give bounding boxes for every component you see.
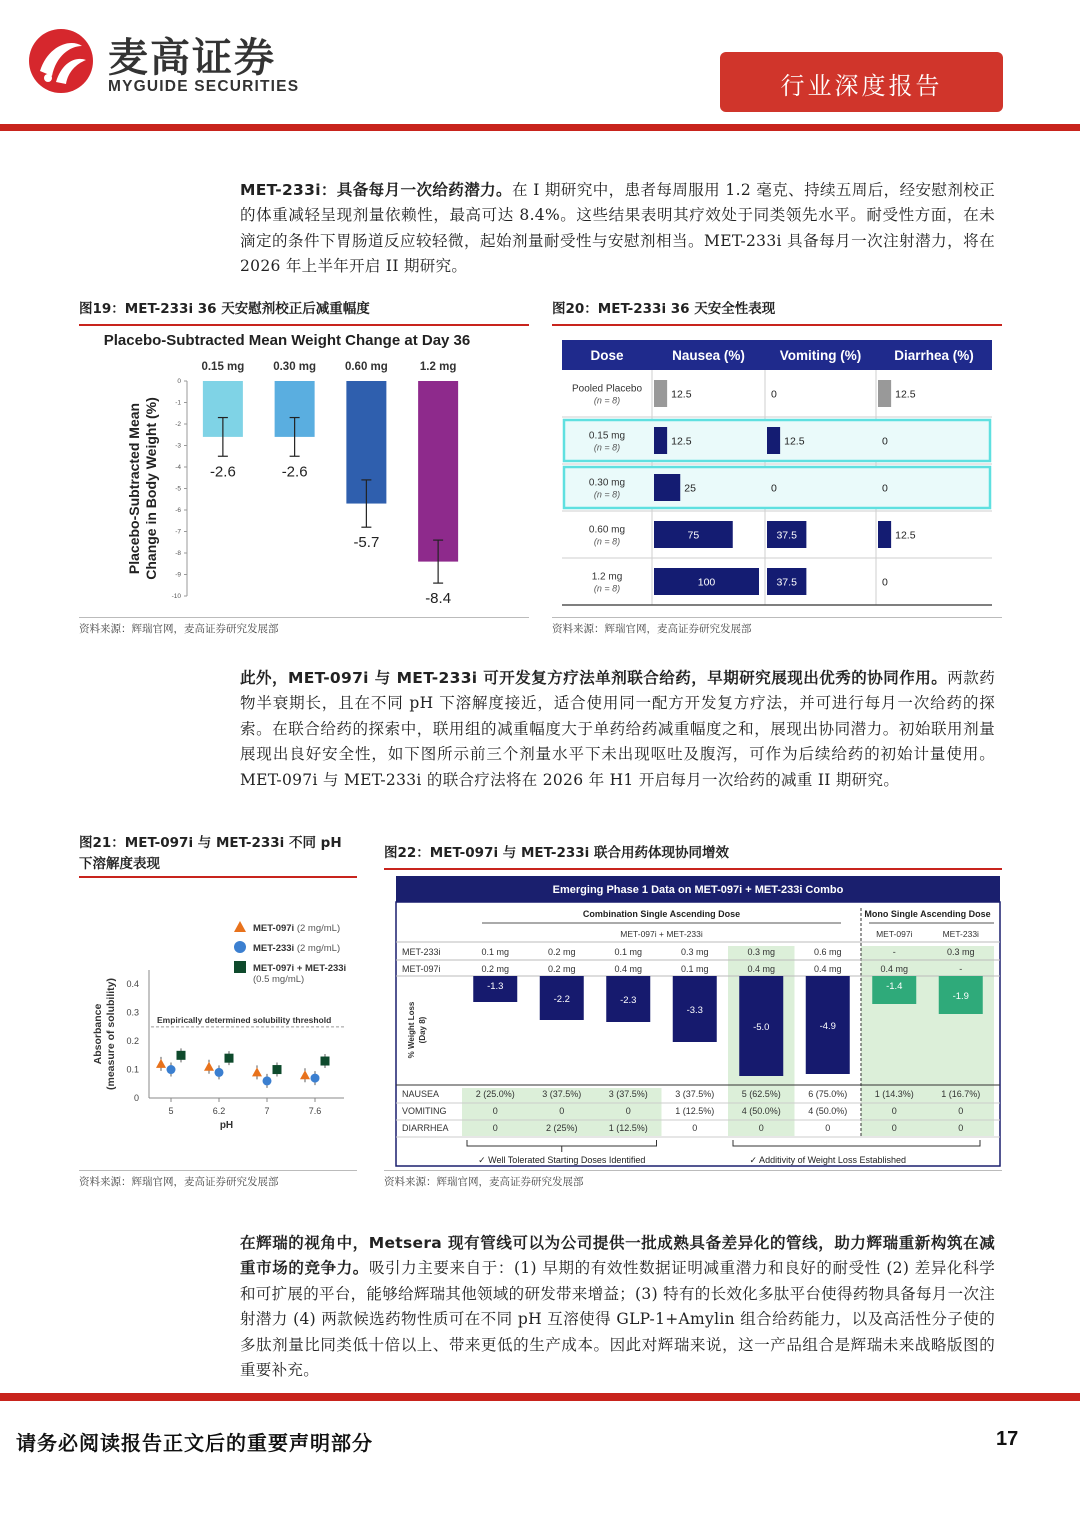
- ae-value: 37.5: [776, 529, 797, 542]
- data-label: -4.9: [819, 1021, 836, 1032]
- data-point-triangle: [156, 1059, 166, 1068]
- ae-value: 37.5: [776, 576, 797, 589]
- ae-row-label: VOMITING: [402, 1106, 447, 1116]
- dose-n: (n = 8): [593, 442, 621, 453]
- y-axis-label-line: Change in Body Weight (%): [143, 397, 159, 580]
- figure-20-table: [552, 326, 1002, 616]
- x-tick-label: 5: [168, 1106, 174, 1116]
- ae-cell: 0: [492, 1106, 498, 1116]
- data-point-triangle: [204, 1062, 214, 1071]
- dose-cell: 0.3 mg: [747, 947, 776, 957]
- dose-cell: 0.3 mg: [946, 947, 975, 957]
- data-label: -1.4: [886, 981, 903, 992]
- legend-series-name: MET-233i: [253, 943, 297, 954]
- category-label: 0.15 mg: [201, 361, 245, 373]
- ae-cell: 0: [625, 1106, 631, 1116]
- ae-bar: [767, 427, 780, 454]
- figure-21-caption: 图21：MET-097i 与 MET-233i 不同 pH 下溶解度表现: [79, 835, 342, 872]
- dose-row-label: MET-097i: [402, 964, 441, 974]
- legend-note: (0.5 mg/mL): [253, 974, 305, 985]
- dose-n: (n = 8): [593, 395, 621, 406]
- ae-value: 0: [771, 388, 777, 401]
- y-tick-label: -6: [175, 507, 181, 514]
- figure-19-bottom-rule: [79, 617, 529, 618]
- y-tick-label: 0: [177, 378, 181, 385]
- logo-name-en: MYGUIDE SECURITIES: [108, 78, 300, 95]
- category-label: 0.30 mg: [273, 361, 317, 373]
- legend-series-name: MET-097i + MET-233i: [253, 963, 347, 974]
- ae-cell: 4 (50.0%): [741, 1106, 781, 1116]
- footer-disclaimer: 请务必阅读报告正文后的重要声明部分: [16, 1431, 373, 1455]
- footer-rule: [0, 1393, 1080, 1401]
- ae-bar: [654, 427, 667, 454]
- ae-value: 0: [882, 576, 888, 589]
- ae-value: 0: [771, 482, 777, 495]
- dose-cell: 0.1 mg: [680, 964, 709, 974]
- ae-bar: [878, 521, 891, 548]
- legend-marker-square: [234, 961, 246, 973]
- figure-21-source: 资料来源：辉瑞官网，麦高证券研究发展部: [79, 1176, 279, 1188]
- dose-n: (n = 8): [593, 489, 621, 500]
- bracket: [733, 1140, 980, 1146]
- highlight-row: [564, 467, 990, 508]
- paragraph-met233i: [240, 178, 995, 280]
- ae-bar: [878, 380, 891, 407]
- dose-cell: 0.1 mg: [481, 947, 510, 957]
- header-cell: Vomiting (%): [779, 348, 862, 363]
- dose-n: (n = 8): [593, 583, 621, 594]
- chart-title: Placebo-Subtracted Mean Weight Change at Day 36: [103, 332, 471, 349]
- legend-note: (2 mg/mL): [296, 923, 341, 934]
- y-tick-label: -5: [175, 485, 181, 493]
- dose-row-label: MET-233i: [402, 947, 441, 957]
- data-label: -2.3: [620, 995, 637, 1006]
- dose-cell: 0.2 mg: [547, 947, 576, 957]
- dose-cell: -: [892, 947, 896, 957]
- dose-label: Pooled Placebo: [571, 383, 643, 395]
- x-tick-label: 7: [264, 1106, 270, 1116]
- note-right: ✓ Additivity of Weight Loss Established: [749, 1155, 906, 1165]
- ae-cell: 0: [692, 1123, 698, 1133]
- ae-row-label: DIARRHEA: [402, 1123, 449, 1133]
- group-header: Combination Single Ascending Dose: [582, 909, 741, 919]
- y-tick-label: -1: [175, 399, 181, 407]
- data-label: -5.0: [753, 1022, 770, 1033]
- y-tick-label: -10: [171, 593, 181, 600]
- report-type-badge: [720, 52, 1003, 112]
- ae-cell: 3 (37.5%): [608, 1089, 648, 1099]
- ae-cell: 3 (37.5%): [542, 1089, 582, 1099]
- category-label: 1.2 mg: [419, 361, 457, 373]
- y-axis-label: [92, 978, 117, 1090]
- header-cell: Dose: [590, 348, 624, 363]
- bracket: [467, 1140, 657, 1152]
- company-logo-icon: [26, 26, 96, 96]
- y-tick-label: -9: [175, 571, 181, 579]
- data-point-square: [321, 1057, 330, 1066]
- ae-cell: 6 (75.0%): [808, 1089, 848, 1099]
- dose-cell: -: [959, 964, 963, 974]
- y-tick-label: -4: [175, 464, 181, 471]
- dose-cell: 0.4 mg: [614, 964, 643, 974]
- y-axis-label-line: % Weight Loss: [407, 1001, 416, 1059]
- header-rule: [0, 124, 1080, 131]
- data-point-square: [225, 1054, 234, 1063]
- paragraph-lead: MET-233i：具备每月一次给药潜力。: [240, 181, 512, 199]
- y-tick-label: 0: [133, 1093, 139, 1103]
- figure-22-bottom-rule: [384, 1170, 1002, 1171]
- y-tick-label: -7: [175, 528, 181, 536]
- ae-cell: 0: [958, 1123, 964, 1133]
- ae-value: 0: [882, 482, 888, 495]
- ae-cell: 2 (25.0%): [475, 1089, 515, 1099]
- legend-label: [253, 943, 340, 954]
- ae-cell: 4 (50.0%): [808, 1106, 848, 1116]
- ae-bar: [654, 474, 680, 501]
- y-tick-label: 0.2: [126, 1036, 139, 1047]
- x-axis-label: pH: [219, 1120, 234, 1131]
- figure-22-caption: 图22：MET-097i 与 MET-233i 联合用药体现协同增效: [384, 845, 729, 861]
- data-point-square: [177, 1051, 186, 1060]
- dose-cell: 0.6 mg: [813, 947, 842, 957]
- y-tick-label: -8: [175, 550, 181, 557]
- paragraph-body: 吸引力主要来自于：(1) 早期的有效性数据证明减重潜力和良好的耐受性 (2) 差异化科学和可扩展的平台，能够给辉瑞其他领域的研发带来增益；(3) 特有的长效化多肽平台使得药物具备每月一次注射潜力 (4) 两款候选药物性质可在不同 pH 互溶使得 GLP-1+Amylin 组合给药能力，以及高活性分子使的多肽剂量比同类低十倍以上、带来更低的生产成本。因此对辉瑞来说，这一产品组合是辉瑞未来战略版图的重要补充。: [240, 1259, 995, 1380]
- ae-value: 12.5: [784, 435, 805, 448]
- legend-marker-circle: [234, 941, 246, 953]
- figure-21-rule: [79, 876, 357, 878]
- legend-label: [253, 963, 346, 974]
- y-axis-label-line: (measure of solubility): [105, 977, 117, 1091]
- data-label: -1.9: [952, 991, 969, 1002]
- legend-marker-triangle: [234, 921, 246, 932]
- figure-20-source: 资料来源：辉瑞官网，麦高证券研究发展部: [552, 623, 752, 635]
- figure-19-caption: 图19：MET-233i 36 天安慰剂校正后减重幅度: [79, 301, 370, 317]
- header-cell: Diarrhea (%): [894, 348, 974, 363]
- chart-title: Emerging Phase 1 Data on MET-097i + MET-233i Combo: [552, 884, 844, 896]
- ae-cell: 0: [891, 1123, 897, 1133]
- ae-cell: 0: [958, 1106, 964, 1116]
- y-tick-label: -3: [175, 442, 181, 450]
- ae-bar: [654, 380, 667, 407]
- ae-cell: 3 (37.5%): [675, 1089, 715, 1099]
- header-cell: Nausea (%): [672, 348, 745, 363]
- y-axis-label-line: Absorbance: [92, 1003, 104, 1065]
- ae-cell: 0: [559, 1106, 565, 1116]
- group-subheader: MET-097i + MET-233i: [620, 929, 703, 939]
- ae-cell: 1 (12.5%): [675, 1106, 715, 1116]
- highlight-column: [861, 946, 994, 1136]
- data-label: -5.7: [353, 534, 380, 552]
- legend-note: (2 mg/mL): [296, 943, 341, 954]
- threshold-label: Empirically determined solubility threshold: [157, 1014, 332, 1025]
- figure-21-chart: [79, 880, 357, 1170]
- y-axis-label-line: Placebo-Subtracted Mean: [126, 402, 142, 575]
- data-label: -1.3: [487, 981, 504, 992]
- y-axis-label-line: (Day 8): [418, 1016, 427, 1044]
- data-label: -2.6: [281, 463, 308, 481]
- ae-value: 12.5: [895, 388, 916, 401]
- ae-value: 25: [684, 482, 696, 495]
- paragraph-combo: [240, 666, 995, 793]
- mono-column-header: MET-097i: [876, 929, 913, 939]
- data-label: -2.2: [553, 994, 570, 1005]
- figure-21-bottom-rule: [79, 1170, 357, 1171]
- data-point-circle: [215, 1068, 224, 1077]
- dose-n: (n = 8): [593, 536, 621, 547]
- category-label: 0.60 mg: [344, 361, 388, 373]
- legend-series-name: MET-097i: [253, 923, 297, 934]
- data-point-circle: [167, 1065, 176, 1074]
- data-point-square: [273, 1065, 282, 1074]
- dose-cell: 0.1 mg: [614, 947, 643, 957]
- y-axis-label: [126, 397, 159, 580]
- data-label: -2.6: [209, 463, 236, 481]
- figure-20-caption: 图20：MET-233i 36 天安全性表现: [552, 301, 776, 317]
- paragraph-body: 两款药物半衰期长，且在不同 pH 下溶解度接近，适合使用同一配方开发复方疗法，并可进行每月一次给药的探索。在联合给药的探索中，联用组的减重幅度大于单药给药减重幅度之和，展现出协同潜力。初始联用剂量展现出良好安全性，如下图所示前三个剂量水平下未出现呕吐及腹泻，可作为后续给药的初始计量使用。MET-097i 与 MET-233i 的联合疗法将在 2026 年 H1 开启每月一次给药的减重 II 期研究。: [240, 669, 995, 789]
- ae-value: 75: [687, 529, 700, 542]
- ae-row-label: NAUSEA: [402, 1089, 440, 1099]
- dose-label: 1.2 mg: [591, 571, 623, 583]
- y-tick-label: -2: [175, 421, 181, 428]
- page-number: 17: [996, 1428, 1019, 1450]
- dose-label: 0.30 mg: [588, 477, 626, 489]
- dose-label: 0.15 mg: [588, 430, 626, 442]
- ae-value: 100: [697, 576, 716, 589]
- figure-22-rule: [384, 868, 1002, 870]
- mono-column-header: MET-233i: [942, 929, 979, 939]
- page-header: [0, 0, 1080, 130]
- y-tick-label: 0.1: [126, 1064, 139, 1075]
- figure-22-chart: [384, 872, 1002, 1170]
- data-point-circle: [263, 1076, 272, 1085]
- ae-cell: 0: [492, 1123, 498, 1133]
- figure-22-source: 资料来源：辉瑞官网，麦高证券研究发展部: [384, 1176, 584, 1188]
- ae-cell: 2 (25%): [545, 1123, 578, 1133]
- data-point-circle: [311, 1074, 320, 1083]
- ae-cell: 0: [891, 1106, 897, 1116]
- ae-cell: 1 (14.3%): [874, 1089, 914, 1099]
- y-tick-label: 0.4: [126, 979, 139, 990]
- data-label: -3.3: [686, 1005, 703, 1016]
- paragraph-lead: 此外，MET-097i 与 MET-233i 可开发复方疗法单剂联合给药，早期研究展现出优秀的协同作用。: [240, 669, 948, 687]
- ae-cell: 1 (16.7%): [941, 1089, 981, 1099]
- bar: [418, 381, 458, 562]
- report-type-label: 行业深度报告: [780, 72, 943, 100]
- ae-value: 12.5: [671, 435, 692, 448]
- data-point-triangle: [300, 1070, 310, 1079]
- paragraph-lead: 在辉瑞的视角中，Metsera 现有管线可以为公司提供一批成熟具备差异化的管线，助力辉瑞重新构筑在减重市场的竞争力。: [240, 1234, 995, 1278]
- dose-cell: 0.4 mg: [747, 964, 776, 974]
- paragraph-body: 在 I 期研究中，患者每周服用 1.2 毫克、持续五周后，经安慰剂校正的体重减轻呈现剂量依赖性，最高可达 8.4%。这些结果表明其疗效处于同类领先水平。耐受性方面，在未滴定的条件下胃肠道反应较轻微，起始剂量耐受性与安慰剂相当。MET-233i 具备每月一次注射潜力，将在 2026 年上半年开启 II 期研究。: [240, 181, 995, 276]
- dose-cell: 0.4 mg: [880, 964, 909, 974]
- ae-value: 12.5: [671, 388, 692, 401]
- ae-cell: 0: [758, 1123, 764, 1133]
- ae-cell: 5 (62.5%): [741, 1089, 781, 1099]
- figure-19-chart: [79, 326, 529, 616]
- dose-cell: 0.2 mg: [481, 964, 510, 974]
- ae-cell: 0: [825, 1123, 831, 1133]
- paragraph-pfizer-view: [240, 1231, 995, 1383]
- dose-label: 0.60 mg: [588, 524, 626, 536]
- dose-cell: 0.4 mg: [813, 964, 842, 974]
- y-tick-label: 0.3: [126, 1007, 139, 1018]
- figure-19-source: 资料来源：辉瑞官网，麦高证券研究发展部: [79, 623, 279, 635]
- data-label: -8.4: [425, 590, 452, 608]
- legend-label: [253, 923, 340, 934]
- ae-cell: 1 (12.5%): [608, 1123, 648, 1133]
- x-tick-label: 6.2: [212, 1106, 226, 1116]
- x-tick-label: 7.6: [308, 1106, 322, 1116]
- ae-value: 0: [882, 435, 888, 448]
- dose-cell: 0.3 mg: [680, 947, 709, 957]
- note-left: ✓ Well Tolerated Starting Doses Identified: [478, 1155, 646, 1165]
- y-axis-label: [407, 1001, 427, 1058]
- logo-name-cn: 麦高证券: [108, 35, 276, 81]
- group-header: Mono Single Ascending Dose: [864, 909, 991, 919]
- dose-cell: 0.2 mg: [547, 964, 576, 974]
- figure-20-bottom-rule: [552, 617, 1002, 618]
- ae-value: 12.5: [895, 529, 916, 542]
- data-point-triangle: [252, 1067, 262, 1076]
